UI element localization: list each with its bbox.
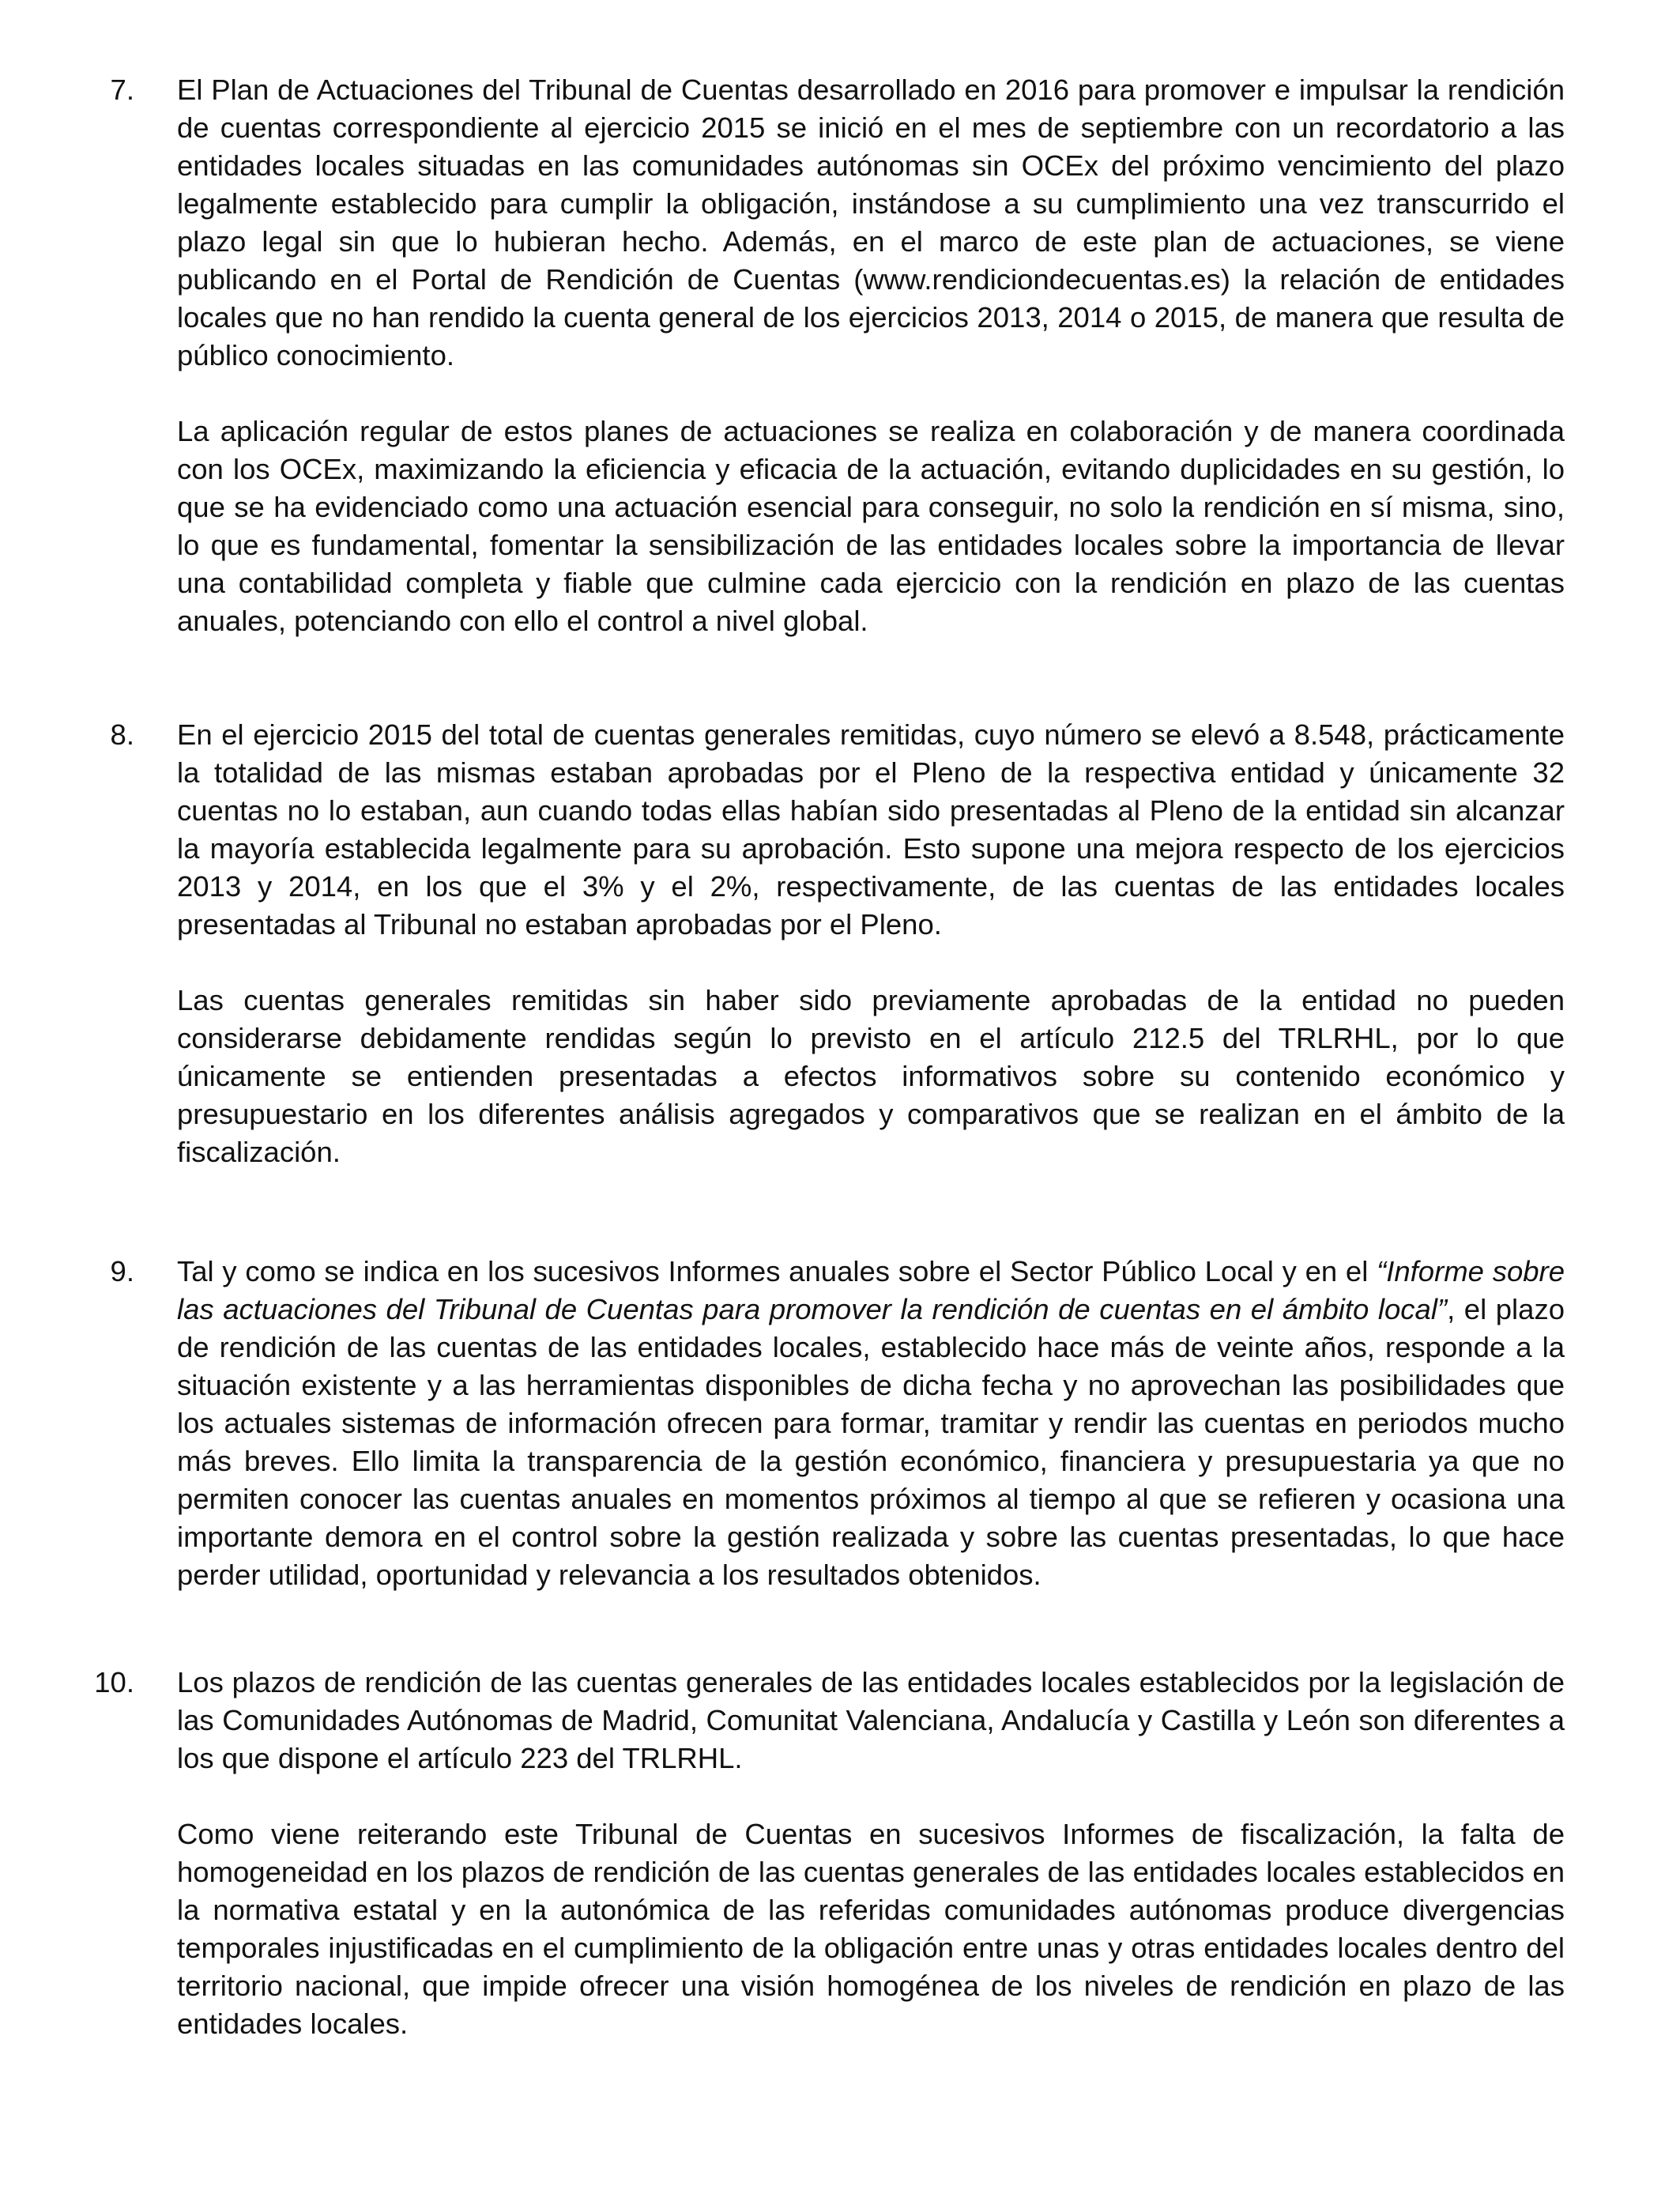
text-run: Tal y como se indica en los sucesivos Informes anuales sobre el Sector Público Local y en el: [177, 1255, 1377, 1287]
item-number: 9.: [110, 1255, 134, 1287]
paragraph: El Plan de Actuaciones del Tribunal de Cuentas desarrollado en 2016 para promover e impulsar la rendición de cuentas correspondiente al ejercicio 2015 se inició en el mes de septiembre con un recordatorio a las entidades locales situadas en las comunidades autónomas sin OCEx del próximo vencimiento del plazo legalmente establecido para cumplir la obligación, instándose a su cumplimiento una vez transcurrido el plazo legal sin que lo hubieran hecho. Además, en el marco de este plan de actuaciones, se viene publicando en el Portal de Rendición de Cuentas (www.rendiciondecuentas.es) la relación de entidades locales que no han rendido la cuenta general de los ejercicios 2013, 2014 o 2015, de manera que resulta de público conocimiento.: [177, 74, 1565, 371]
paragraph: En el ejercicio 2015 del total de cuentas generales remitidas, cuyo número se elevó a 8.548, prácticamente la totalidad de las mismas estaban aprobadas por el Pleno de la respectiva entidad y únicamente 32 cuentas no lo estaban, aun cuando todas ellas habían sido presentadas al Pleno de la entidad sin alcanzar la mayoría establecida legalmente para su aprobación. Esto supone una mejora respecto de los ejercicios 2013 y 2014, en los que el 3% y el 2%, respectivamente, de las cuentas de las entidades locales presentadas al Tribunal no estaban aprobadas por el Pleno.: [177, 718, 1565, 941]
paragraph: La aplicación regular de estos planes de actuaciones se realiza en colaboración y de manera coordinada con los OCEx, maximizando la eficiencia y eficacia de la actuación, evitando duplicidades en su gestión, lo que se ha evidenciado como una actuación esencial para conseguir, no solo la rendición en sí misma, sino, lo que es fundamental, fomentar la sensibilización de las entidades locales sobre la importancia de llevar una contabilidad completa y fiable que culmine cada ejercicio con la rendición en plazo de las cuentas anuales, potenciando con ello el control a nivel global.: [177, 415, 1565, 637]
item-number: 8.: [110, 718, 134, 751]
paragraph: Las cuentas generales remitidas sin haber sido previamente aprobadas de la entidad no pueden considerarse debidamente rendidas según lo previsto en el artículo 212.5 del TRLRHL, por lo que únicamente se entienden presentadas a efectos informativos sobre su contenido económico y presupuestario en los diferentes análisis agregados y comparativos que se realizan en el ámbito de la fiscalización.: [177, 984, 1565, 1168]
item-number: 10.: [94, 1666, 134, 1698]
report-title-italic: “Informe sobre las actuaciones del Tribunal de Cuentas para promover la rendición de cuentas en el ámbito local”: [177, 1255, 1565, 1325]
item-body: [177, 716, 1565, 1171]
item-body: [177, 71, 1565, 640]
item-body: [177, 1253, 1565, 1594]
paragraph: Como viene reiterando este Tribunal de Cuentas en sucesivos Informes de fiscalización, la falta de homogeneidad en los plazos de rendición de las cuentas generales de las entidades locales establecidos en la normativa estatal y en la autonómica de las referidas comunidades autónomas produce divergencias temporales injustificadas en el cumplimiento de la obligación entre unas y otras entidades locales dentro del territorio nacional, que impide ofrecer una visión homogénea de los niveles de rendición en plazo de las entidades locales.: [177, 1818, 1565, 2040]
paragraph: [177, 1253, 1565, 1594]
item-body: [177, 1664, 1565, 2043]
text-run: , el plazo de rendición de las cuentas de las entidades locales, establecido hace más de veinte años, responde a la situación existente y a las herramientas disponibles de dicha fecha y no aprovechan las posibilidades que los actuales sistemas de información ofrecen para formar, tramitar y rendir las cuentas en periodos mucho más breves. Ello limita la transparencia de la gestión económico, financiera y presupuestaria ya que no permiten conocer las cuentas anuales en momentos próximos al tiempo al que se refieren y ocasiona una importante demora en el control sobre la gestión realizada y sobre las cuentas presentadas, lo que hace perder utilidad, oportunidad y relevancia a los resultados obtenidos.: [177, 1293, 1565, 1591]
item-number: 7.: [110, 74, 134, 106]
paragraph: Los plazos de rendición de las cuentas generales de las entidades locales establecidos por la legislación de las Comunidades Autónomas de Madrid, Comunitat Valenciana, Andalucía y Castilla y León son diferentes a los que dispone el artículo 223 del TRLRHL.: [177, 1666, 1565, 1774]
